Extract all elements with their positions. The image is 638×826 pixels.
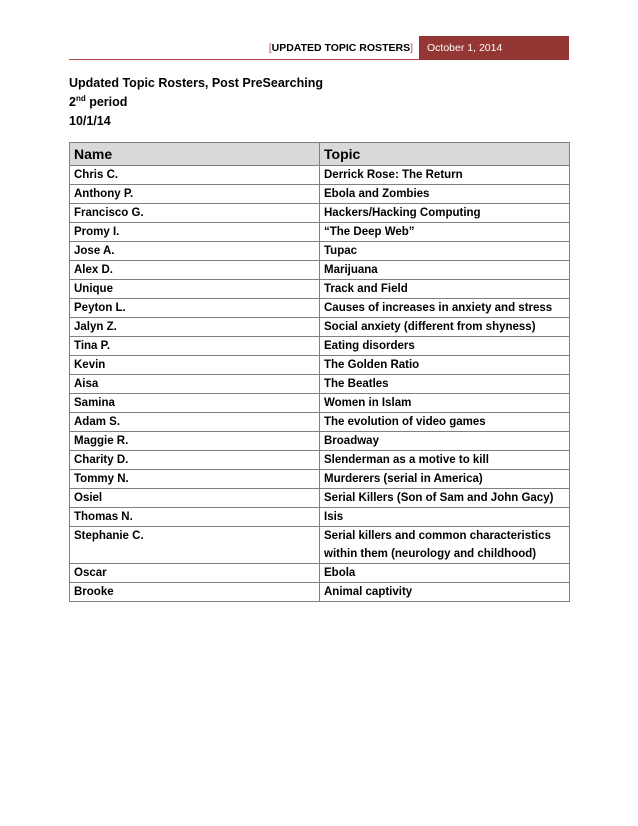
student-name: Tina P. (70, 337, 320, 356)
student-name: Adam S. (70, 413, 320, 432)
student-topic: The evolution of video games (320, 413, 570, 432)
student-name: Tommy N. (70, 470, 320, 489)
page-header (69, 36, 569, 60)
student-name: Charity D. (70, 451, 320, 470)
table-row (70, 375, 570, 394)
table-row (70, 318, 570, 337)
student-name: Samina (70, 394, 320, 413)
student-name: Francisco G. (70, 204, 320, 223)
student-name: Brooke (70, 583, 320, 602)
student-name: Chris C. (70, 166, 320, 185)
student-topic: Tupac (320, 242, 570, 261)
student-name: Oscar (70, 564, 320, 583)
table-row (70, 166, 570, 185)
table-row (70, 299, 570, 318)
student-topic: Social anxiety (different from shyness) (320, 318, 570, 337)
student-topic: The Golden Ratio (320, 356, 570, 375)
table-row (70, 223, 570, 242)
title-line-date: 10/1/14 (69, 114, 111, 128)
table-row (70, 413, 570, 432)
table-row (70, 508, 570, 527)
student-name: Peyton L. (70, 299, 320, 318)
student-name: Promy I. (70, 223, 320, 242)
title-line-1: Updated Topic Rosters, Post PreSearching (69, 76, 323, 90)
period-suffix: nd (75, 93, 86, 103)
student-topic: Derrick Rose: The Return (320, 166, 570, 185)
table-row (70, 489, 570, 508)
student-topic: Serial killers and common characteristics within them (neurology and childhood) (320, 527, 570, 564)
table-row (70, 394, 570, 413)
student-name: Anthony P. (70, 185, 320, 204)
student-name: Jose A. (70, 242, 320, 261)
student-topic: Causes of increases in anxiety and stress (320, 299, 570, 318)
column-header-name: Name (70, 143, 320, 166)
table-header-row (70, 143, 570, 166)
student-topic: Broadway (320, 432, 570, 451)
student-topic: “The Deep Web” (320, 223, 570, 242)
topic-roster-table (69, 142, 570, 602)
table-row (70, 564, 570, 583)
student-name: Aisa (70, 375, 320, 394)
student-topic: The Beatles (320, 375, 570, 394)
table-row (70, 204, 570, 223)
student-topic: Marijuana (320, 261, 570, 280)
student-name: Jalyn Z. (70, 318, 320, 337)
header-bracket-open: [ (268, 41, 272, 54)
table-row (70, 261, 570, 280)
student-name: Thomas N. (70, 508, 320, 527)
title-block (69, 74, 323, 131)
student-topic: Hackers/Hacking Computing (320, 204, 570, 223)
student-topic: Animal captivity (320, 583, 570, 602)
student-name: Alex D. (70, 261, 320, 280)
table-row (70, 185, 570, 204)
header-date: October 1, 2014 (427, 42, 503, 54)
table-row (70, 280, 570, 299)
student-topic: Women in Islam (320, 394, 570, 413)
table-row (70, 451, 570, 470)
table-row (70, 337, 570, 356)
header-date-band (419, 36, 569, 60)
header-bracket-close: ] (410, 41, 413, 54)
student-topic: Eating disorders (320, 337, 570, 356)
student-topic: Serial Killers (Son of Sam and John Gacy) (320, 489, 570, 508)
student-topic: Ebola (320, 564, 570, 583)
student-name: Kevin (70, 356, 320, 375)
student-topic: Track and Field (320, 280, 570, 299)
table-row (70, 527, 570, 564)
table-row (70, 432, 570, 451)
period-word: period (85, 95, 128, 109)
table-row (70, 470, 570, 489)
table-row (70, 583, 570, 602)
column-header-topic: Topic (320, 143, 570, 166)
student-name: Maggie R. (70, 432, 320, 451)
table-row (70, 356, 570, 375)
header-doc-label-area (69, 36, 419, 60)
student-topic: Ebola and Zombies (320, 185, 570, 204)
student-name: Osiel (70, 489, 320, 508)
student-topic: Murderers (serial in America) (320, 470, 570, 489)
table-row (70, 242, 570, 261)
student-name: Stephanie C. (70, 527, 320, 564)
title-line-period (69, 93, 323, 112)
student-name: Unique (70, 280, 320, 299)
header-doc-label: UPDATED TOPIC ROSTERS (271, 41, 411, 54)
student-topic: Isis (320, 508, 570, 527)
period-number: 2 (69, 95, 76, 109)
student-topic: Slenderman as a motive to kill (320, 451, 570, 470)
